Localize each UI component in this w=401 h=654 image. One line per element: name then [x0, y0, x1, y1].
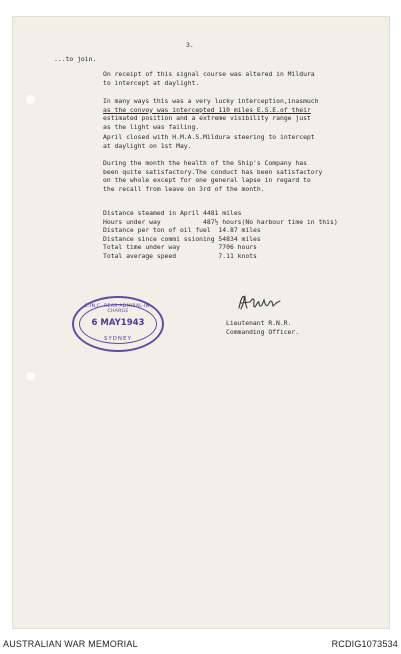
- signatory-rank: Lieutenant R.N.R.: [226, 319, 292, 327]
- text-line: as the light was failing.: [103, 122, 200, 131]
- text-line: as the convoy was intercepted 110 miles E.S.E.of their: [103, 105, 311, 114]
- rear-admiral-stamp: [72, 296, 164, 352]
- footer-archive-name: AUSTRALIAN WAR MEMORIAL: [3, 639, 138, 649]
- text-line: During the month the health of the Ship's Company has: [103, 159, 307, 167]
- text-line: been quite satisfactory.The conduct has been satisfactory: [103, 167, 323, 176]
- punch-hole: [26, 95, 35, 104]
- stamp-city: SYDNEY: [104, 336, 132, 342]
- stat-line: Total time under way 7706 hours: [103, 243, 257, 252]
- footer-record-id: RCDIG1073534: [331, 639, 398, 649]
- stamp-date: 6 MAY1943: [91, 318, 145, 328]
- text-line: estimated position and a extreme visibility range just: [103, 114, 311, 123]
- text-line: the recall from leave on 3rd of the month.: [103, 184, 265, 193]
- signature-image: [236, 292, 284, 314]
- stat-line: Distance steamed in April 4481 miles: [103, 209, 242, 217]
- stat-line: Distance since commi ssioning 54834 miles: [103, 234, 261, 243]
- page-number: 3.: [186, 41, 194, 49]
- join-note: ...to join.: [54, 55, 97, 63]
- text-line: on the whole except for one general lapse in regard to: [103, 176, 311, 185]
- text-line: On receipt of this signal course was altered in Mildura: [103, 70, 315, 78]
- text-line: In many ways this was a very lucky interception,inasmuch: [103, 97, 319, 105]
- stamp-arc-text: C.IN.C. REAR-ADMIRAL-IN-CHARGE: [84, 304, 152, 314]
- signatory-title: Commanding Officer.: [226, 327, 300, 336]
- text-line: at daylight on 1st May.: [103, 141, 192, 150]
- text-line: to intercept at daylight.: [103, 78, 200, 87]
- punch-hole: [26, 372, 35, 381]
- stat-line: Hours under way 487½ hours(No harbour time in this): [103, 217, 338, 226]
- text-line: April closed with H.M.A.S.Mildura steering to intercept: [103, 133, 315, 141]
- stat-line: Total average speed 7.11 knots: [103, 252, 257, 260]
- stat-line: Distance per ton of oil fuel 14.87 miles: [103, 226, 261, 235]
